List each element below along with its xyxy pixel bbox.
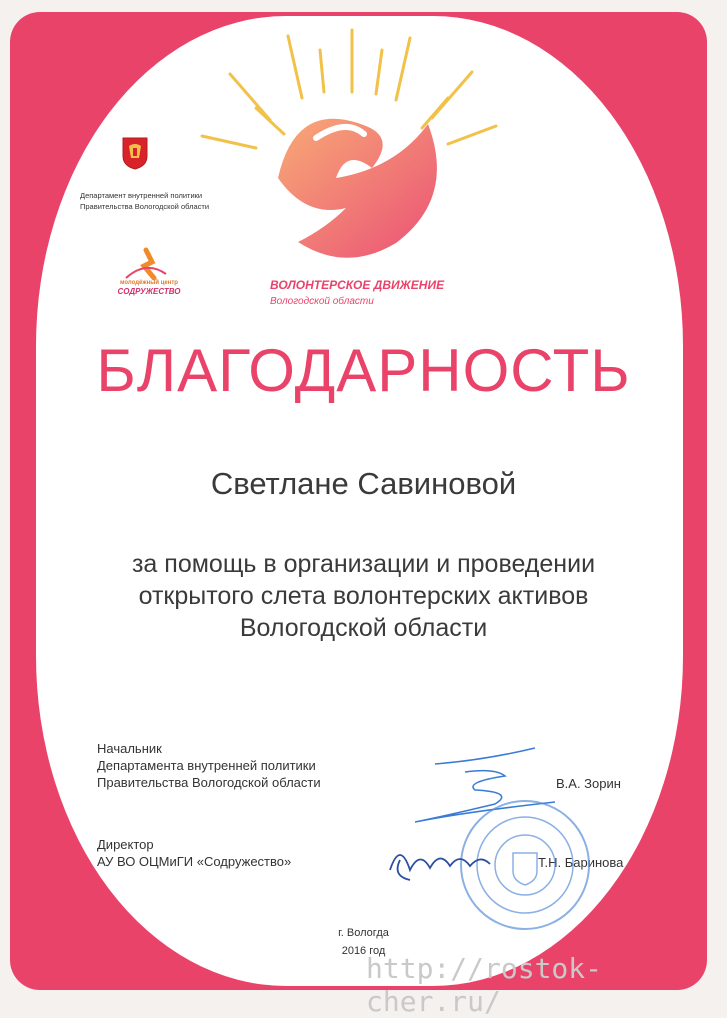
region-emblem-icon (121, 136, 149, 170)
volunteer-movement-logo-icon (196, 28, 516, 278)
sig2-line-2: АУ ВО ОЦМиГИ «Содружество» (97, 854, 292, 869)
signatory-1-title (97, 740, 321, 791)
sig1-line-3: Правительства Вологодской области (97, 775, 321, 790)
reason-line-2: открытого слета волонтерских активов (138, 582, 589, 610)
sig1-line-1: Начальник (97, 741, 162, 756)
site-watermark: http://rostok-cher.ru/ (366, 952, 603, 1018)
volunteer-movement-subtitle: Вологодской области (270, 296, 374, 307)
sodruzhestvo-caption: молодёжный центр (120, 280, 178, 286)
award-reason (0, 548, 727, 644)
reason-line-1: за помощь в организации и проведении (131, 550, 596, 578)
department-caption (80, 190, 209, 212)
volunteer-movement-title: ВОЛОНТЕРСКОЕ ДВИЖЕНИЕ (270, 278, 445, 292)
city: г. Вологда (338, 927, 389, 939)
signatory-2-title (97, 836, 291, 870)
sig2-line-1: Директор (97, 837, 154, 852)
signatory-2-name: Т.Н. Баринова (538, 855, 624, 870)
signature-2-icon (380, 830, 510, 890)
dept-line-2: Правительства Вологодской области (80, 202, 210, 211)
recipient-name: Светлане Савиновой (210, 466, 517, 501)
certificate-title: БЛАГОДАРНОСТЬ (96, 337, 631, 404)
signatory-1-name: В.А. Зорин (556, 776, 621, 791)
sodruzhestvo-name: СОДРУЖЕСТВО (117, 287, 181, 296)
sig1-line-2: Департамента внутренней политики (97, 758, 316, 773)
dept-line-1: Департамент внутренней политики (80, 191, 203, 200)
year: 2016 год (341, 945, 386, 957)
reason-line-3: Вологодской области (239, 614, 488, 642)
